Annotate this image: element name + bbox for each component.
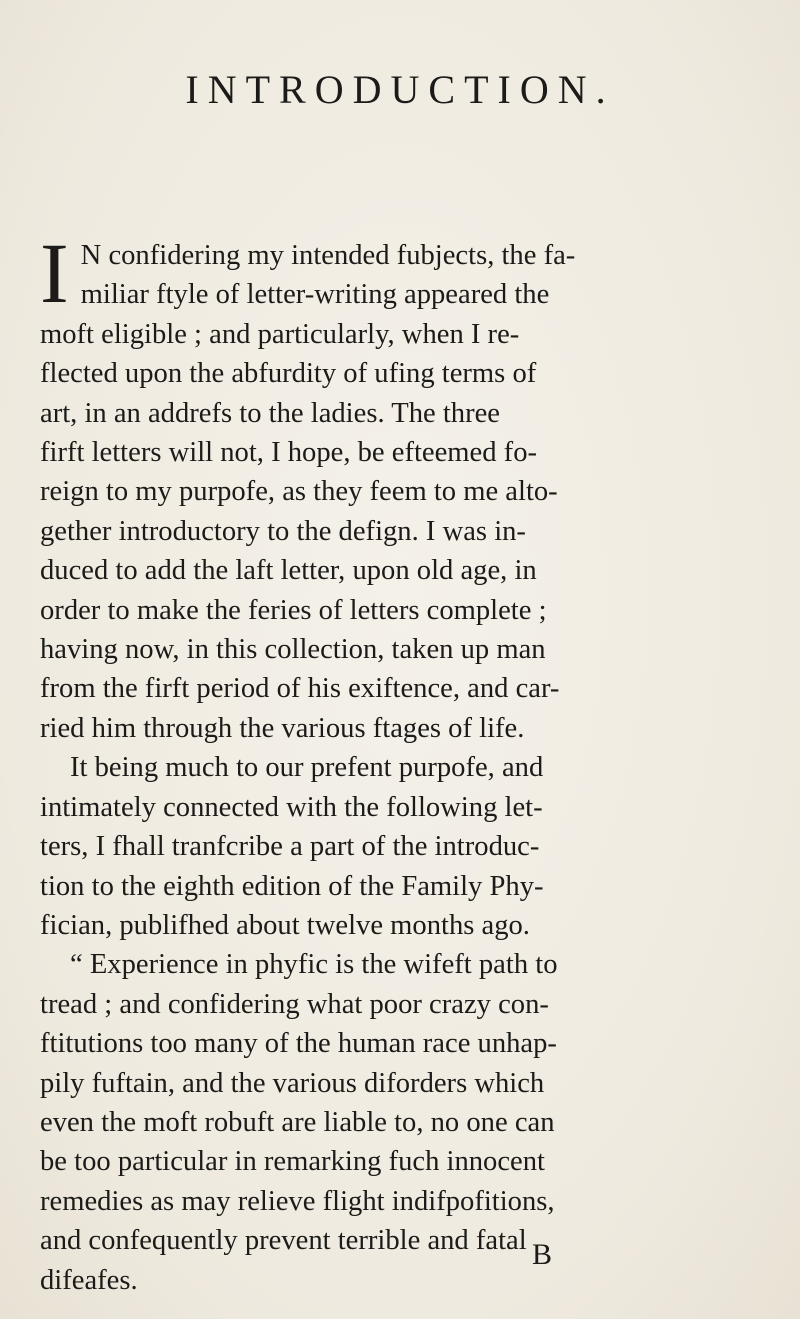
text-line: tread ; and confidering what poor crazy con-	[40, 988, 549, 1020]
text-line: from the firft period of his exiftence, and car-	[40, 673, 560, 705]
text-line: tion to the eighth edition of the Family Phy-	[40, 870, 544, 902]
text-line: “ Experience in phyfic is the wifeft path to	[70, 949, 558, 981]
text-line: even the moft robuft are liable to, no one can	[40, 1106, 555, 1138]
text-line: intimately connected with the following let-	[40, 791, 543, 823]
text-line: remedies as may relieve flight indifpofitions,	[40, 1185, 555, 1217]
text-line: miliar ftyle of letter-writing appeared the	[80, 279, 550, 311]
text-line: N confidering my intended fubjects, the fa-	[80, 240, 576, 271]
text-line: reign to my purpofe, as they feem to me alto-	[40, 476, 558, 508]
text-line: pily fuftain, and the various diforders which	[40, 1067, 545, 1099]
text-line: difeafes.	[40, 1264, 138, 1296]
text-line: having now, in this collection, taken up man	[40, 634, 546, 666]
text-line: ters, I fhall tranfcribe a part of the introduc-	[40, 831, 540, 863]
text-line: fician, publifhed about twelve months ago.	[40, 909, 530, 941]
text-line: It being much to our prefent purpofe, and	[70, 752, 544, 784]
text-line: firft letters will not, I hope, be efteemed fo-	[40, 437, 538, 469]
text-line: be too particular in remarking fuch innocent	[40, 1146, 545, 1178]
text-line: ftitutions too many of the human race unhap-	[40, 1028, 557, 1060]
text-line: moft eligible ; and particularly, when I re-	[40, 318, 520, 350]
text-line: order to make the feries of letters complete ;	[40, 594, 547, 626]
text-line: flected upon the abfurdity of ufing terms of	[40, 358, 537, 390]
text-line: duced to add the laft letter, upon old age, in	[40, 555, 537, 587]
text-line: ried him through the various ftages of life.	[40, 712, 525, 744]
text-line: and confequently prevent terrible and fatal	[40, 1225, 527, 1257]
body-text	[40, 225, 780, 1300]
signature-mark: B	[532, 1238, 553, 1271]
text-line: gether introductory to the defign. I was in-	[40, 515, 526, 547]
page-heading: INTRODUCTION.	[185, 67, 615, 112]
text-line: art, in an addrefs to the ladies. The three	[40, 397, 500, 429]
drop-cap: I	[40, 225, 69, 321]
